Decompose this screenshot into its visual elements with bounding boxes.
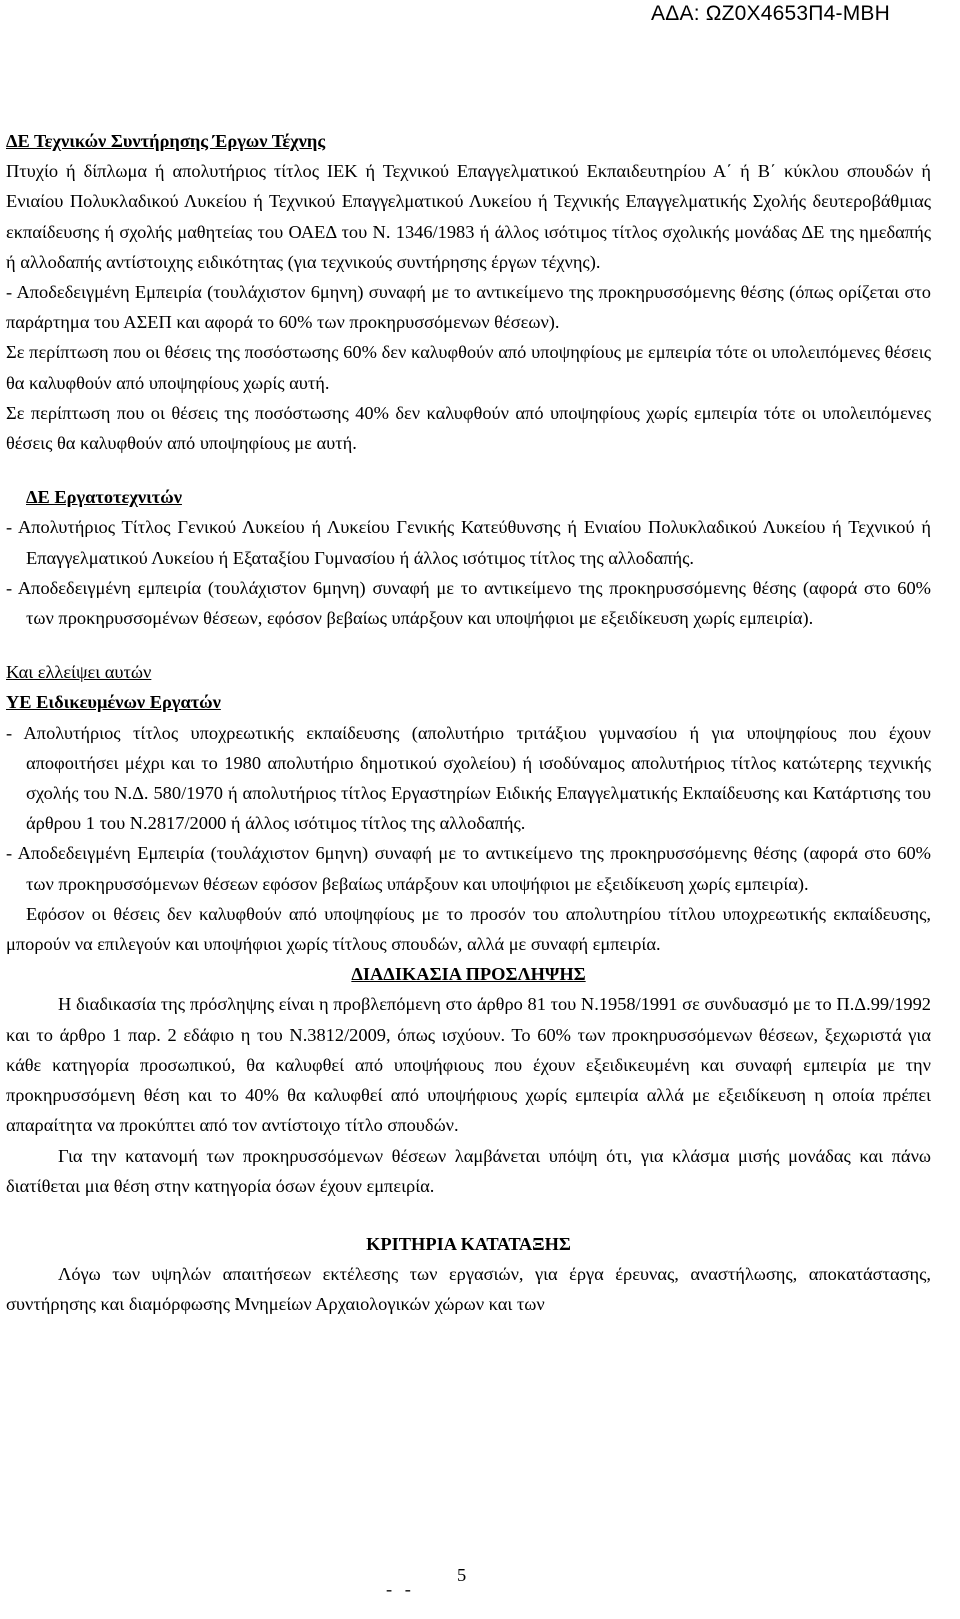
footer-dashes: - - bbox=[386, 1579, 415, 1599]
paragraph: Σε περίπτωση που οι θέσεις της ποσόστωσης 40% δεν καλυφθούν από υποψηφίους χωρίς εμπειρία τότε οι υπολειπόμενες θέσεις θα καλυφθούν από υποψηφίους με αυτή. bbox=[6, 402, 931, 454]
section-title-procedure: ΔΙΑΔΙΚΑΣΙΑ ΠΡΟΣΛΗΨΗΣ bbox=[351, 964, 586, 985]
section-title-de-erg: ΔΕ Εργατοτεχνιτών bbox=[26, 487, 182, 508]
paragraph: Η διαδικασία της πρόσληψης είναι η προβλεπόμενη στο άρθρο 81 του Ν.1958/1991 σε συνδυασμό με το Π.Δ.99/1992 και το άρθρο 1 παρ. 2 εδάφιο η του Ν.3812/2009, όπως ισχύουν. Το 60% των προκηρυσσόμενων θέσεων, ξεχωριστά για κάθε κατηγορία προσωπικού, θα καλυφθεί από υποψήφιους που έχουν εξειδικευμένη και συναφή εμπειρία με την προκηρυσσόμενη θέση και το 40% θα καλυφθεί από υποψήφιους χωρίς εμπειρία αλλά με εξειδίκευση η οποία πρέπει απαραίτητα να προκύπτει από τον αντίστοιχο τίτλο σπουδών. bbox=[6, 994, 931, 1136]
page-number: 5 bbox=[457, 1565, 467, 1585]
section-title-ye: ΥΕ Ειδικευμένων Εργατών bbox=[6, 692, 221, 713]
paragraph: Σε περίπτωση που οι θέσεις της ποσόστωσης 60% δεν καλυφθούν από υποψηφίους με εμπειρία τότε οι υπολειπόμενες θέσεις θα καλυφθούν από υποψηφίους χωρίς αυτή. bbox=[6, 342, 931, 393]
paragraph: Πτυχίο ή δίπλωμα ή απολυτήριος τίτλος ΙΕΚ ή Τεχνικού Επαγγελματικού Εκπαιδευτηρίου Α΄ ή Β΄ κύκλου σπουδών ή Ενιαίου Πολυκλαδικού Λυκείου ή Τεχνικού Επαγγελματικού Λυκείου ή Τεχνικής Επαγγελματικής Σχολής δευτεροβάθμιας εκπαίδευσης ή σχολής μαθητείας του ΟΑΕΔ του Ν. 1346/1983 ή άλλος ισότιμος τίτλος σχολικής μονάδας ΔΕ της ημεδαπής ή αλλοδαπής αντίστοιχης ειδικότητας (για τεχνικούς συντήρησης έργων τέχνης). bbox=[6, 161, 931, 272]
list-item: - Απολυτήριος τίτλος υποχρεωτικής εκπαίδευσης (απολυτήριο τριτάξιου γυμνασίου ή για υποψηφίους που έχουν αποφοιτήσει μέχρι και το 1980 απολυτήριο δημοτικού σχολείου) ή ισοδύναμος απολυτήριος τίτλος κατώτερης τεχνικής σχολής του Ν.Δ. 580/1970 ή απολυτήριος τίτλος Εργαστηρίων Ειδικής Επαγγελματικής Εκπαίδευσης και Κατάρτισης του άρθρου 1 του Ν.2817/2000 ή άλλος ισότιμος τίτλος της αλλοδαπής. bbox=[6, 722, 931, 834]
section-title-criteria: ΚΡΙΤΗΡΙΑ ΚΑΤΑΤΑΞΗΣ bbox=[366, 1233, 571, 1254]
document-code: ΑΔΑ: ΩΖ0Χ4653Π4-ΜΒΗ bbox=[651, 2, 890, 25]
paragraph: - Αποδεδειγμένη Εμπειρία (τουλάχιστον 6μηνη) συναφή με το αντικείμενο της προκηρυσσόμενης θέσης (όπως ορίζεται στο παράρτημα του ΑΣΕΠ και αφορά το 60% των προκηρυσσόμενων θέσεων). bbox=[6, 282, 931, 333]
list-item: - Απολυτήριος Τίτλος Γενικού Λυκείου ή Λυκείου Γενικής Κατεύθυνσης ή Ενιαίου Πολυκλαδικού Λυκείου ή Τεχνικού ή Επαγγελματικού Λυκείου ή Εξαταξίου Γυμνασίου ή άλλος ισότιμος τίτλος της αλλοδαπής. bbox=[6, 517, 931, 568]
section-title-de-tech: ΔΕ Τεχνικών Συντήρησης Έργων Τέχνης bbox=[6, 131, 326, 151]
paragraph: Λόγω των υψηλών απαιτήσεων εκτέλεσης των εργασιών, για έργα έρευνας, αναστήλωσης, αποκατάστασης, συντήρησης και διαμόρφωσης Μνημείων Αρχαιολογικών χώρων και των bbox=[6, 1264, 931, 1315]
subheading-fallback: Και ελλείψει αυτών bbox=[6, 662, 152, 683]
document-body bbox=[6, 126, 931, 1320]
paragraph: Εφόσον οι θέσεις δεν καλυφθούν από υποψηφίους με το προσόν του απολυτηρίου τίτλου υποχρεωτικής εκπαίδευσης, μπορούν να επιλεγούν και υποψήφιοι χωρίς τίτλους σπουδών, αλλά με συναφή εμπειρία. bbox=[6, 903, 931, 955]
list-item: - Αποδεδειγμένη Εμπειρία (τουλάχιστον 6μηνη) συναφή με το αντικείμενο της προκηρυσσόμενης θέσης (αφορά στο 60% των προκηρυσσόμενων θέσεων εφόσον βεβαίως υπάρξουν και υποψήφιοι με εξειδίκευση χωρίς εμπειρία). bbox=[6, 843, 931, 894]
paragraph: Για την κατανομή των προκηρυσσόμενων θέσεων λαμβάνεται υπόψη ότι, για κλάσμα μισής μονάδας και πάνω διατίθεται μια θέση στην κατηγορία όσων έχουν εμπειρία. bbox=[6, 1145, 931, 1196]
list-item: - Αποδεδειγμένη εμπειρία (τουλάχιστον 6μηνη) συναφή με το αντικείμενο της προκηρυσσόμενης θέσης (αφορά στο 60% των προκηρυσσομένων θέσεων, εφόσον βεβαίως υπάρξουν και υποψήφιοι με εξειδίκευση χωρίς εμπειρία). bbox=[6, 577, 931, 629]
